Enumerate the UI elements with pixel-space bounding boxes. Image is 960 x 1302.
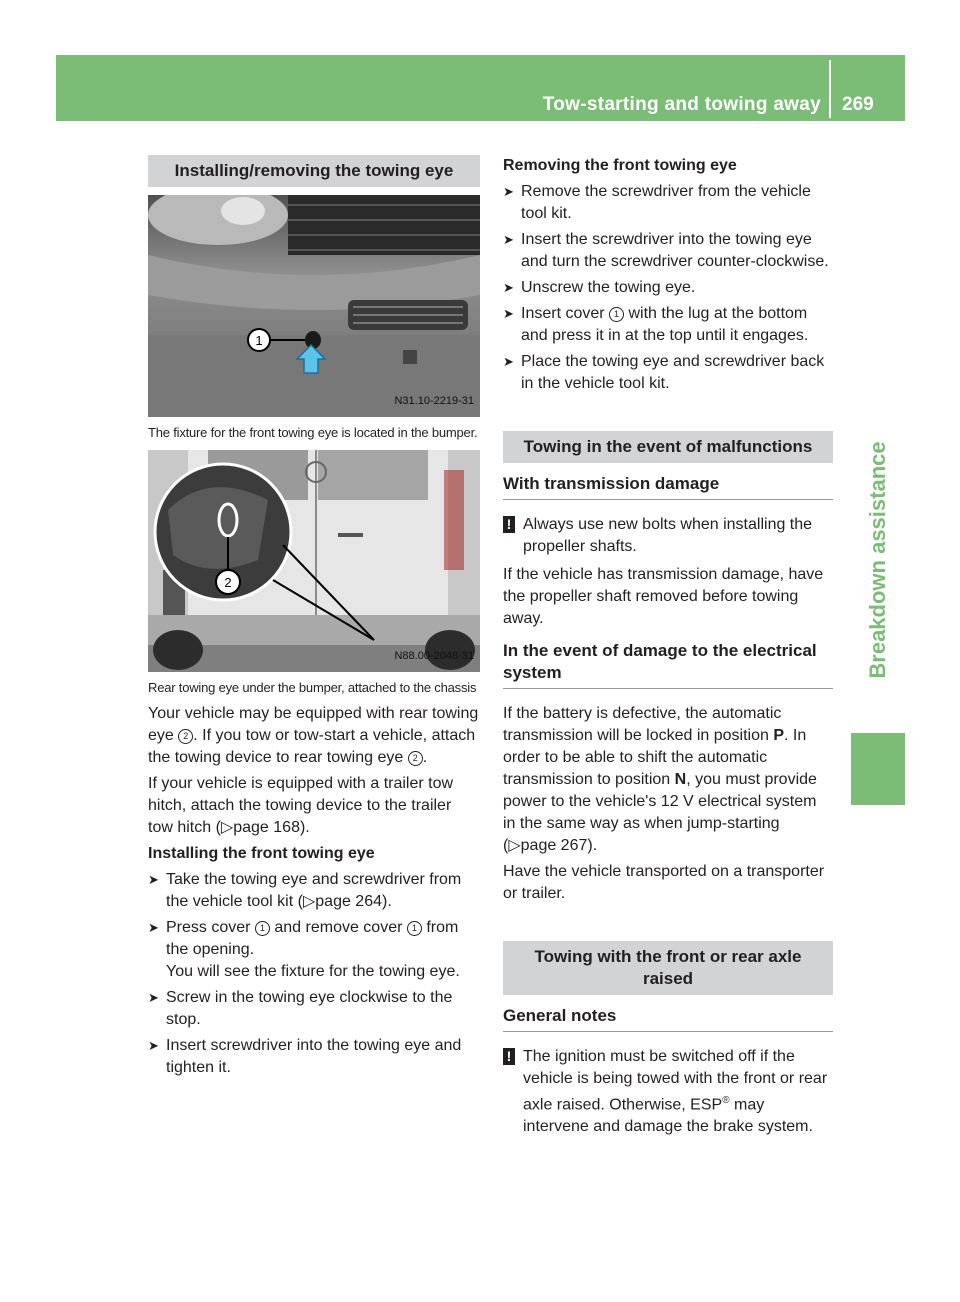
triangle-right-icon: ▷: [220, 819, 234, 836]
subheading: Installing the front towing eye: [148, 845, 375, 862]
body-paragraph: If the battery is defective, the automatic transmission will be locked in position P. In order to be able to shift the automatic transmission to position N, you must provide power to the vehicle's 12 V electrical system in the same way as when jump-starting (▷page 267).: [503, 705, 817, 854]
arrow-right-icon: ➤: [148, 1038, 159, 1053]
page-header-title: Tow-starting and towing away: [542, 94, 821, 115]
callout-1-icon: 1: [609, 307, 624, 322]
body-paragraph: Have the vehicle transported on a transporter or trailer.: [503, 863, 825, 902]
subheading: Removing the front towing eye: [503, 157, 737, 174]
figure-code: N88.00-2048-31: [394, 650, 474, 662]
front-bumper-illustration: [148, 195, 480, 417]
section-heading: Installing/removing the towing eye: [148, 155, 480, 187]
sidebar-section-label: Breakdown assistance: [865, 441, 890, 679]
body-paragraph: If your vehicle is equipped with a trailer tow hitch, attach the towing device to the trailer tow hitch (▷page 168).: [148, 775, 454, 836]
arrow-right-icon: ➤: [148, 920, 159, 935]
triangle-right-icon: ▷: [302, 893, 316, 910]
subsection-heading: In the event of damage to the electrical system: [503, 640, 833, 689]
arrow-right-icon: ➤: [503, 354, 514, 369]
warning-note: ! The ignition must be switched off if the vehicle is being towed with the front or rear axle raised. Otherwise, ESP® may intervene and damage the brake system.: [503, 1046, 833, 1138]
section-heading: Towing with the front or rear axle raised: [503, 941, 833, 995]
figure-caption: Rear towing eye under the bumper, attached to the chassis: [148, 680, 477, 695]
arrow-right-icon: ➤: [503, 306, 514, 321]
arrow-right-icon: ➤: [148, 872, 159, 887]
step-item: ➤ Take the towing eye and screwdriver from the vehicle tool kit (▷page 264).: [148, 871, 462, 910]
rear-vehicle-illustration: [148, 450, 480, 672]
exclamation-icon: !: [503, 1048, 515, 1065]
header-divider: [829, 60, 831, 118]
step-item: ➤ Press cover 1 and remove cover 1 from the opening. You will see the fixture for the towing eye.: [148, 919, 460, 980]
step-item: ➤ Insert cover 1 with the lug at the bottom and press it in at the top until it engages.: [503, 305, 809, 344]
sidebar-marker: [851, 733, 905, 805]
step-item: ➤ Insert screwdriver into the towing eye and tighten it.: [148, 1037, 462, 1076]
figure-caption: The fixture for the front towing eye is located in the bumper.: [148, 425, 478, 440]
figure-code: N31.10-2219-31: [394, 395, 474, 407]
step-item: ➤ Insert the screwdriver into the towing eye and turn the screwdriver counter-clockwise.: [503, 231, 829, 270]
callout-2-icon: 2: [178, 729, 193, 744]
callout-2-icon: 2: [408, 751, 423, 766]
triangle-right-icon: ▷: [508, 837, 521, 854]
arrow-right-icon: ➤: [503, 232, 514, 247]
arrow-right-icon: ➤: [148, 990, 159, 1005]
right-column: [503, 155, 833, 1138]
body-paragraph: Your vehicle may be equipped with rear towing eye 2 . If you tow or tow-start a vehicle, attach the towing device to rear towing eye 2 .: [148, 705, 479, 766]
arrow-right-icon: ➤: [503, 184, 514, 199]
step-item: ➤ Unscrew the towing eye.: [503, 277, 833, 299]
step-item: ➤ Screw in the towing eye clockwise to the stop.: [148, 989, 453, 1028]
arrow-right-icon: ➤: [503, 280, 514, 295]
callout-1-icon: 1: [407, 921, 422, 936]
exclamation-icon: !: [503, 516, 515, 533]
step-item: ➤ Place the towing eye and screwdriver back in the vehicle tool kit.: [503, 353, 825, 392]
callout-1-icon: 1: [255, 921, 270, 936]
page-number: 269: [842, 94, 874, 115]
step-item: ➤ Remove the screwdriver from the vehicle tool kit.: [503, 183, 811, 222]
subsection-heading: With transmission damage: [503, 473, 833, 500]
figure-callout-2: 2: [224, 575, 232, 590]
section-heading: Towing in the event of malfunctions: [503, 431, 833, 463]
front-bumper-figure: [148, 195, 480, 417]
rear-vehicle-figure: [148, 450, 480, 672]
warning-note: ! Always use new bolts when installing the propeller shafts.: [503, 514, 833, 558]
subsection-heading: General notes: [503, 1005, 833, 1032]
left-column: [148, 155, 480, 1079]
body-paragraph: If the vehicle has transmission damage, have the propeller shaft removed before towing away.: [503, 566, 824, 627]
figure-callout-1: 1: [255, 333, 263, 348]
